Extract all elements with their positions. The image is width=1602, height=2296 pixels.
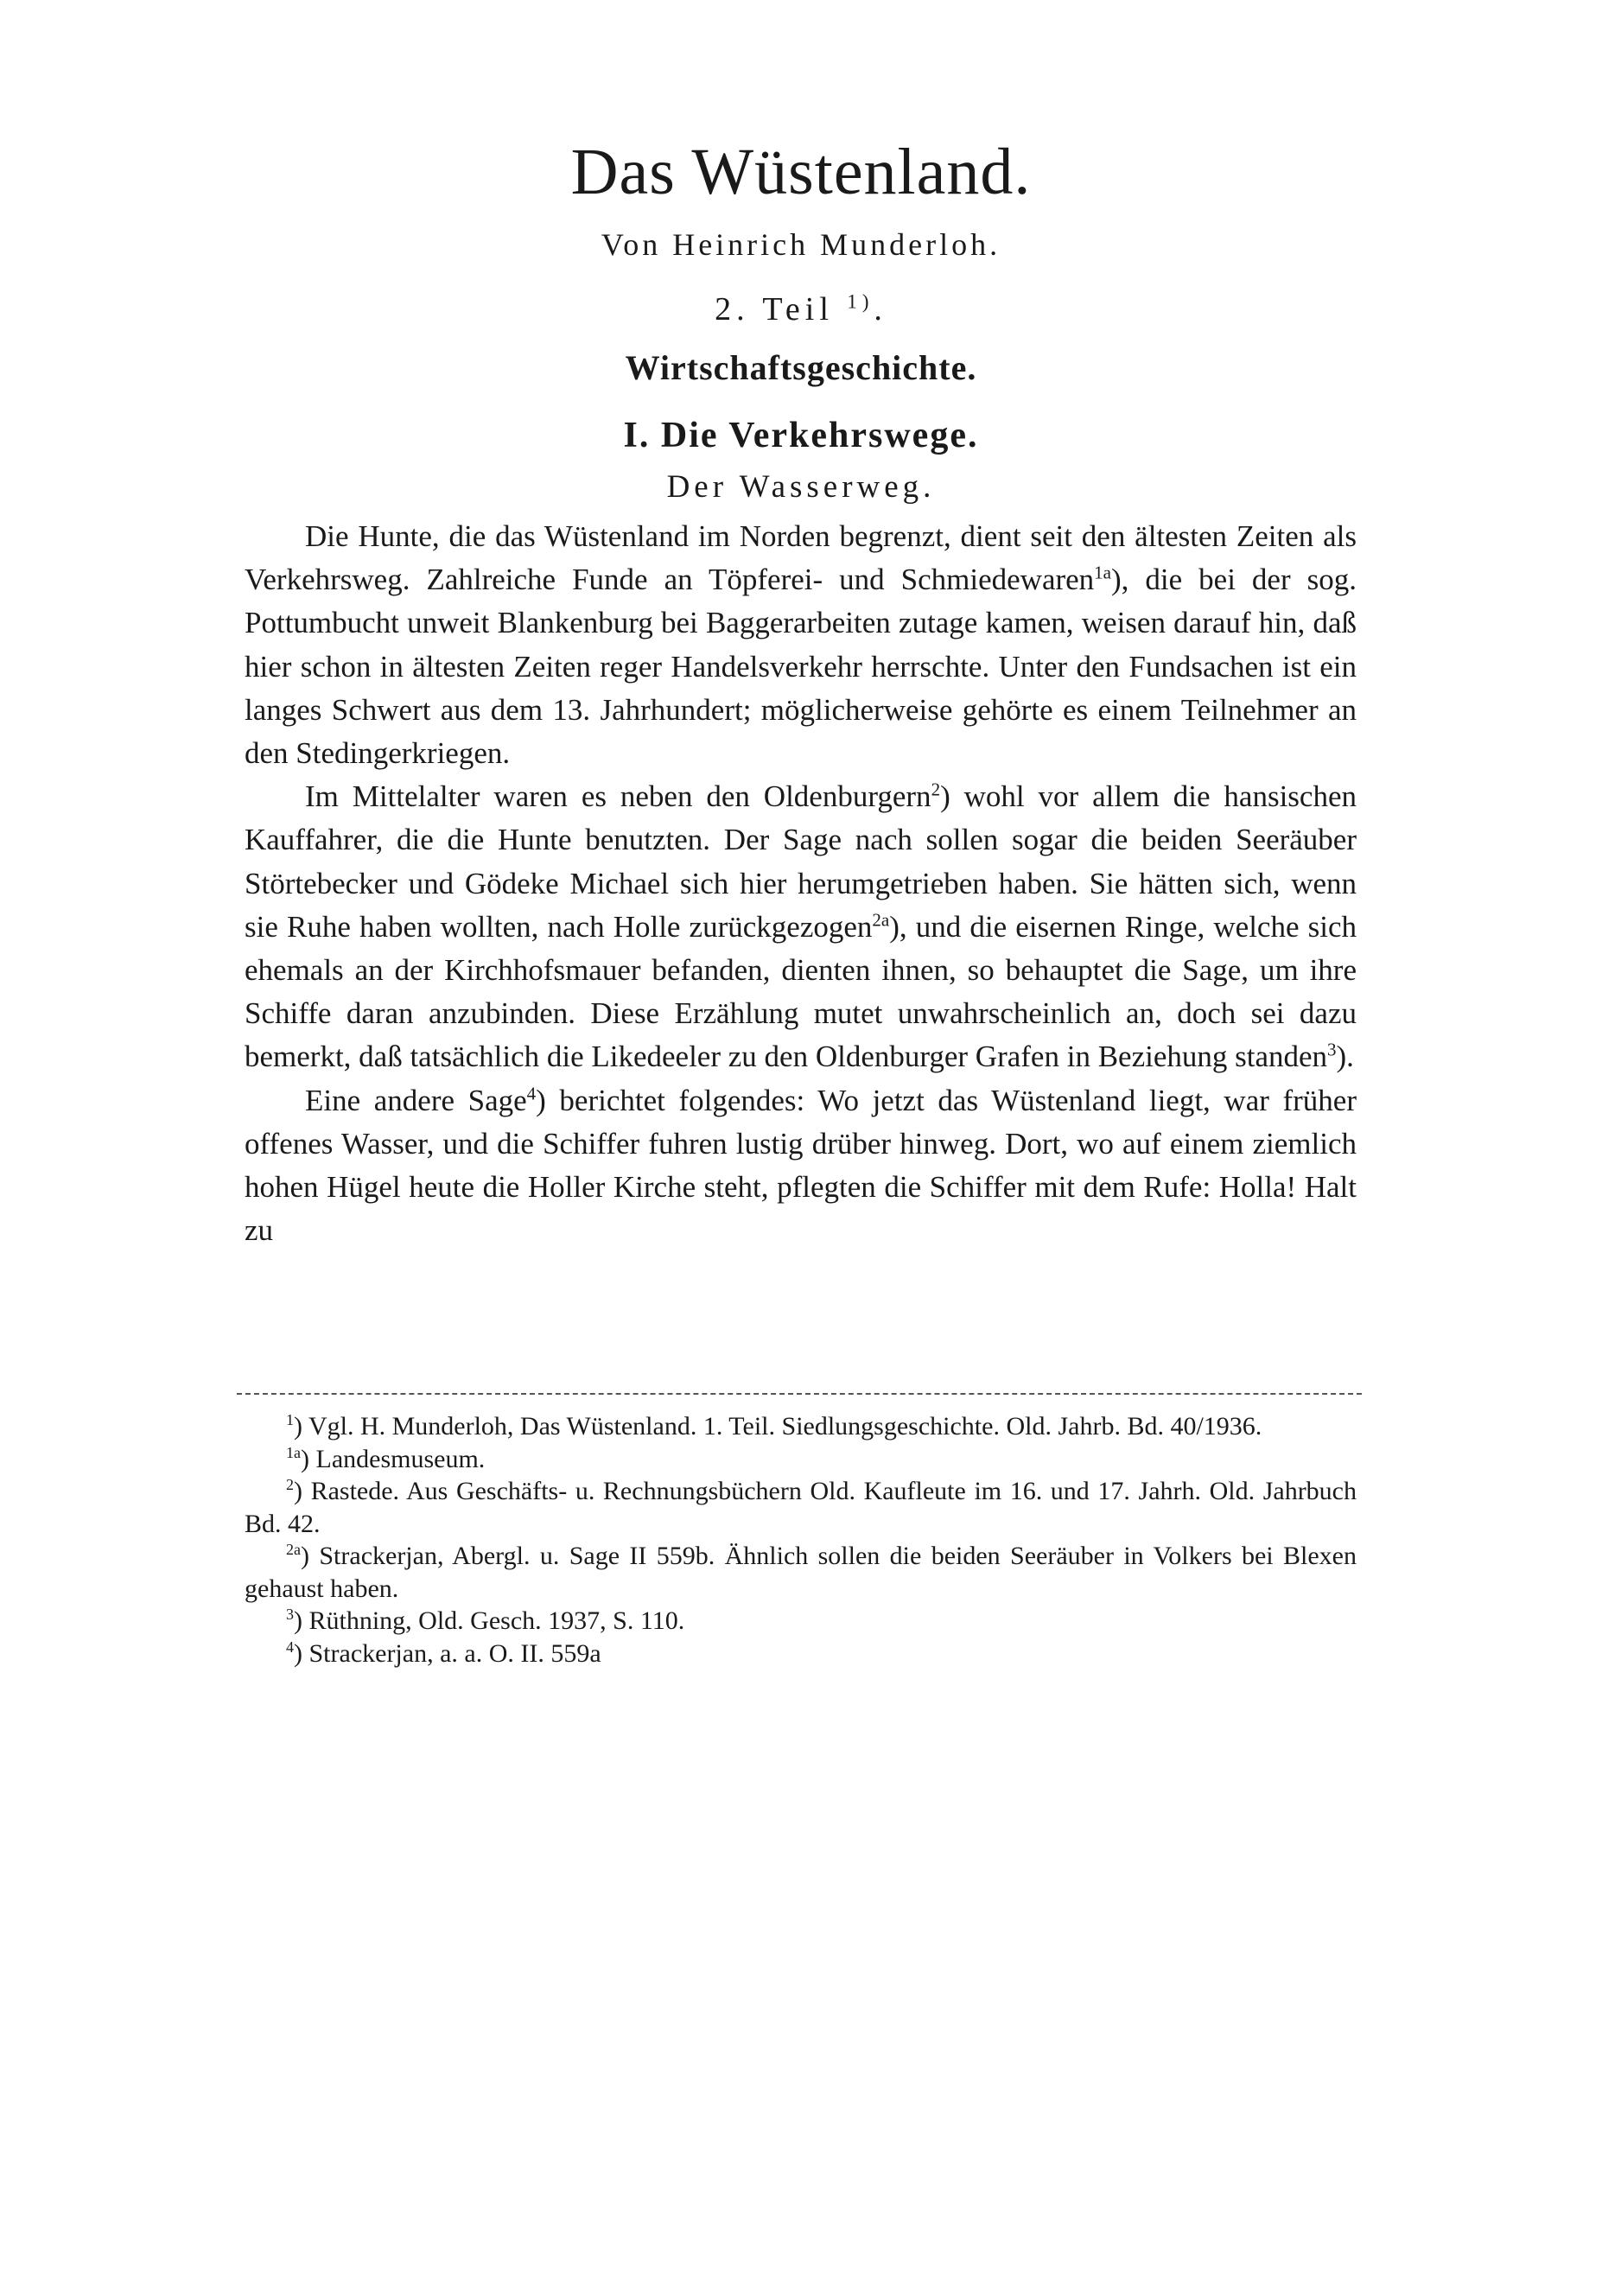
paragraph-text: ), die bei der sog. Pottumbucht unweit Blankenburg bei Baggerarbeiten zutage kamen, weisen darauf hin, daß hier schon in ältesten Zeiten reger Handelsverkehr herrschte. Unter den Fundsachen ist ein langes Schwert aus dem 13. Jahrhundert; möglicherweise gehörte es einem Teilnehmer an den Stedingerkriegen. bbox=[245, 563, 1357, 771]
footnote-divider bbox=[237, 1393, 1362, 1395]
footnote-text: ) Strackerjan, a. a. O. II. 559a bbox=[294, 1638, 601, 1668]
footnote bbox=[245, 1443, 1357, 1476]
body-paragraph bbox=[245, 775, 1357, 1078]
part-heading bbox=[0, 290, 1602, 328]
footnote bbox=[245, 1540, 1357, 1605]
footnote-text: ) Strackerjan, Abergl. u. Sage II 559b. Ähnlich sollen die beiden Seeräuber in Volkers bei Blexen gehaust haben. bbox=[245, 1542, 1357, 1603]
footnote bbox=[245, 1638, 1357, 1670]
footnote-mark: 1 bbox=[286, 1411, 294, 1428]
body-paragraph bbox=[245, 515, 1357, 775]
footnote bbox=[245, 1605, 1357, 1638]
footnote-text: ) Rastede. Aus Geschäfts- u. Rechnungsbüchern Old. Kaufleute im 16. und 17. Jahrh. Old. Jahrbuch Bd. 42. bbox=[245, 1477, 1357, 1538]
footnote-reference: 3 bbox=[1327, 1039, 1337, 1060]
footnotes bbox=[245, 1410, 1357, 1670]
footnote-reference: 2a bbox=[872, 909, 890, 931]
author-line: Von Heinrich Munderloh. bbox=[601, 227, 1001, 262]
footnote-text: ) Rüthning, Old. Gesch. 1937, S. 110. bbox=[294, 1606, 685, 1635]
footnote-text: ) Vgl. H. Munderloh, Das Wüstenland. 1. Teil. Siedlungsgeschichte. Old. Jahrb. Bd. 40/1936. bbox=[294, 1412, 1262, 1441]
footnote-mark: 4 bbox=[286, 1638, 294, 1656]
footnote-mark: 1a bbox=[286, 1443, 301, 1461]
article-title: Das Wüstenland. bbox=[570, 136, 1032, 208]
paragraph-text: ) wohl vor allem die hansischen Kauffahrer, die die Hunte benutzten. Der Sage nach sollen sogar die beiden Seeräuber Störtebecker und Gödeke Michael sich hier herumgetrieben haben. Sie hätten sich, wenn sie Ruhe haben wollten, nach Holle zurückgezogen bbox=[245, 779, 1357, 944]
paragraph-text: ), und die eisernen Ringe, welche sich ehemals an der Kirchhofsmauer befanden, dienten ihnen, so behauptet die Sage, um ihre Schiffe daran anzubinden. Diese Erzählung mutet unwahrscheinlich an, doch sei dazu bemerkt, daß tatsächlich die Likedeeler zu den Oldenburger Grafen in Beziehung standen bbox=[245, 909, 1357, 1074]
footnote-mark: 3 bbox=[286, 1606, 294, 1623]
part-label: 2. Teil bbox=[715, 291, 834, 328]
part-end: . bbox=[874, 291, 887, 328]
paragraph-text: ) berichtet folgendes: Wo jetzt das Wüstenland liegt, war früher offenes Wasser, und die Schiffer fuhren lustig drüber hinweg. Dort, wo auf einem ziemlich hohen Hügel heute die Holler Kirche steht, pflegten die Schiffer mit dem Rufe: Holla! Halt zu bbox=[245, 1083, 1357, 1248]
chapter-heading: I. Die Verkehrswege. bbox=[623, 416, 979, 455]
body-text bbox=[245, 515, 1357, 1252]
paragraph-text: Die Hunte, die das Wüstenland im Norden begrenzt, dient seit den ältesten Zeiten als Verkehrsweg. Zahlreiche Funde an Töpferei- und Schmiedewaren bbox=[245, 519, 1357, 597]
paragraph-text: ). bbox=[1336, 1040, 1354, 1074]
footnote-mark: 2 bbox=[286, 1476, 294, 1493]
paragraph-text: Im Mittelalter waren es neben den Oldenburgern bbox=[305, 779, 931, 814]
section-heading: Wirtschaftsgeschichte. bbox=[625, 348, 977, 387]
footnote-mark: 2a bbox=[286, 1541, 301, 1558]
footnote-reference: 4 bbox=[526, 1082, 537, 1103]
footnote bbox=[245, 1410, 1357, 1443]
footnote-reference: 2 bbox=[931, 779, 941, 800]
footnote bbox=[245, 1475, 1357, 1540]
footnote-text: ) Landesmuseum. bbox=[301, 1444, 486, 1473]
paragraph-text: Eine andere Sage bbox=[305, 1083, 527, 1117]
subsection-heading: Der Wasserweg. bbox=[666, 469, 936, 505]
part-footnote-mark: 1) bbox=[847, 290, 874, 313]
body-paragraph bbox=[245, 1079, 1357, 1253]
footnote-reference: 1a bbox=[1094, 562, 1111, 583]
